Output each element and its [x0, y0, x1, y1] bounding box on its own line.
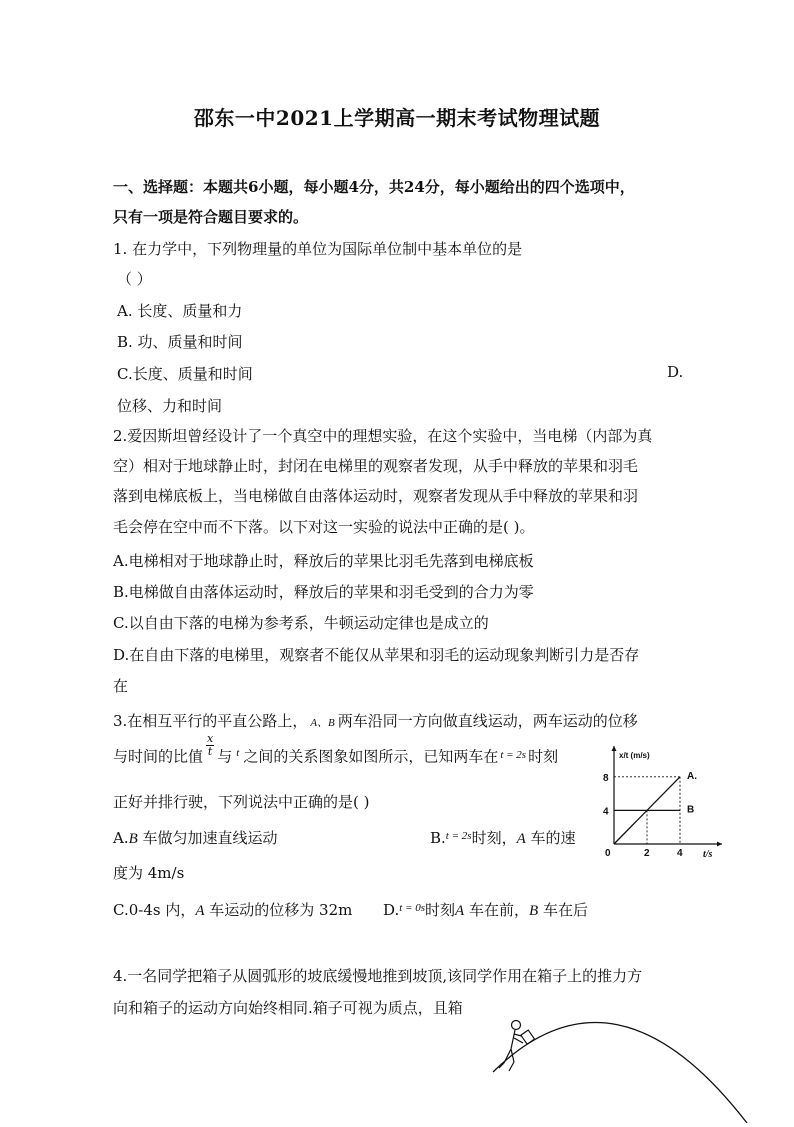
option-label: A.: [113, 829, 129, 847]
q1-answer-bracket: （ ）: [117, 270, 152, 288]
fraction-numerator: x: [207, 732, 214, 745]
chart-svg: [602, 740, 727, 860]
q1-option-d-label: D.: [667, 363, 684, 381]
q3-option-d: [383, 899, 588, 920]
option-label: B.: [430, 829, 446, 847]
origin-label: 0: [605, 848, 611, 859]
box-icon: [521, 1030, 535, 1044]
series-label-A: A.: [687, 770, 697, 782]
q4-stem-line1: 4.一名同学把箱子从圆弧形的坡底缓慢地推到坡顶,该同学作用在箱子上的推力方: [113, 967, 643, 985]
x-tick-label: 4: [677, 848, 683, 859]
q1-option-a: A. 长度、质量和力: [117, 302, 243, 320]
y-axis-arrow: [612, 746, 617, 751]
q3-velocity-chart: [602, 740, 727, 860]
q2-option-c: C.以自由下落的电梯为参考系，牛顿运动定律也是成立的: [113, 614, 489, 632]
q3-option-b-cont: 度为 4m/s: [113, 864, 185, 882]
y-tick-label: 4: [603, 806, 609, 818]
q3-text: 之间的关系图象如图所示，已知两车在: [243, 747, 499, 766]
q3-cars-label: A、B: [310, 717, 335, 729]
q2-stem-line4: 毛会停在空中而不下落。以下对这一实验的说法中正确的是( )。: [113, 518, 535, 536]
option-text: 时刻: [425, 901, 456, 919]
q2-stem-line1: 2.爱因斯坦曾经设计了一个真空中的理想实验，在这个实验中，当电梯（内部为真: [113, 427, 653, 445]
q3-option-c: [113, 899, 352, 920]
option-text: 车运动的位移为 32m: [204, 901, 353, 919]
q2-option-d-line1: D.在自由下落的电梯里，观察者不能仅从苹果和羽毛的运动现象判断引力是否存: [113, 646, 640, 664]
q3-text: 与: [217, 747, 233, 766]
x-tick-label: 2: [644, 848, 650, 859]
y-axis-label: x/t (m/s): [619, 751, 650, 760]
option-label: C.0-4s 内，: [113, 901, 196, 919]
q1-option-b: B. 功、质量和时间: [117, 333, 243, 351]
option-var: B: [529, 903, 539, 919]
fraction-denominator: t: [207, 745, 213, 758]
option-label: D.: [383, 901, 400, 919]
option-text: 车在前，: [464, 901, 529, 919]
hill-diagram-svg: [485, 972, 790, 1123]
x-axis-label: t/s: [703, 849, 713, 860]
option-time: t = 2s: [445, 830, 472, 842]
q3-text: 时刻: [528, 747, 559, 766]
q3-text: 与时间的比值: [113, 747, 204, 766]
option-time: t = 0s: [399, 902, 426, 914]
option-text: 车在后: [538, 901, 588, 919]
q3-text: 两车沿同一方向做直线运动，两车运动的位移: [337, 712, 638, 730]
q3-stem-line2: [113, 732, 559, 770]
q2-option-b: B.电梯做自由落体运动时，释放后的苹果和羽毛受到的合力为零: [113, 583, 534, 601]
y-tick-label: 8: [603, 772, 609, 784]
option-text: 车做匀加速直线运动: [137, 829, 278, 847]
q2-stem-line2: 空）相对于地球静止时，封闭在电梯里的观察者发现，从手中释放的苹果和羽毛: [113, 457, 639, 475]
q1-option-d-text: 位移、力和时间: [117, 397, 223, 415]
q3-fraction: [206, 733, 214, 758]
q3-variable-t: t: [236, 746, 240, 759]
q1-option-c: C.长度、质量和时间: [117, 365, 253, 383]
q4-hill-figure: [485, 972, 790, 1123]
q4-stem-line2: 向和箱子的运动方向始终相同.箱子可视为质点，且箱: [113, 999, 463, 1017]
q2-stem-line3: 落到电梯底板上，当电梯做自由落体运动时，观察者发现从手中释放的苹果和羽: [113, 487, 639, 505]
option-text: 车的速: [525, 829, 576, 847]
q1-stem: 1. 在力学中，下列物理量的单位为国际单位制中基本单位的是: [113, 240, 523, 258]
option-var: B: [128, 831, 138, 847]
q3-stem-line1: [113, 710, 638, 731]
q3-text: 3.在相互平行的平直公路上，: [113, 712, 308, 730]
section-heading-line2: 只有一项是符合题目要求的。: [113, 208, 309, 226]
q3-option-b: [430, 827, 576, 848]
q3-option-a: [113, 827, 278, 848]
option-text: 时刻，: [471, 829, 517, 847]
q3-stem-line3: 正好并排行驶，下列说法中正确的是( ): [113, 793, 370, 811]
q2-option-d-line2: 在: [113, 677, 129, 695]
option-var: A: [516, 831, 526, 847]
page-title: 邵东一中2021上学期高一期末考试物理试题: [193, 106, 601, 130]
q2-option-a: A.电梯相对于地球静止时，释放后的苹果比羽毛先落到电梯底板: [113, 552, 534, 570]
x-axis-arrow: [717, 842, 722, 847]
option-var: A: [195, 903, 205, 919]
series-label-B: B: [687, 804, 695, 816]
q3-time-value: t = 2s: [500, 748, 527, 761]
person-pushing-icon: [499, 1021, 525, 1072]
option-var: A: [455, 903, 465, 919]
section-heading-line1: 一、选择题：本题共6小题，每小题4分，共24分，每小题给出的四个选项中，: [113, 178, 635, 196]
